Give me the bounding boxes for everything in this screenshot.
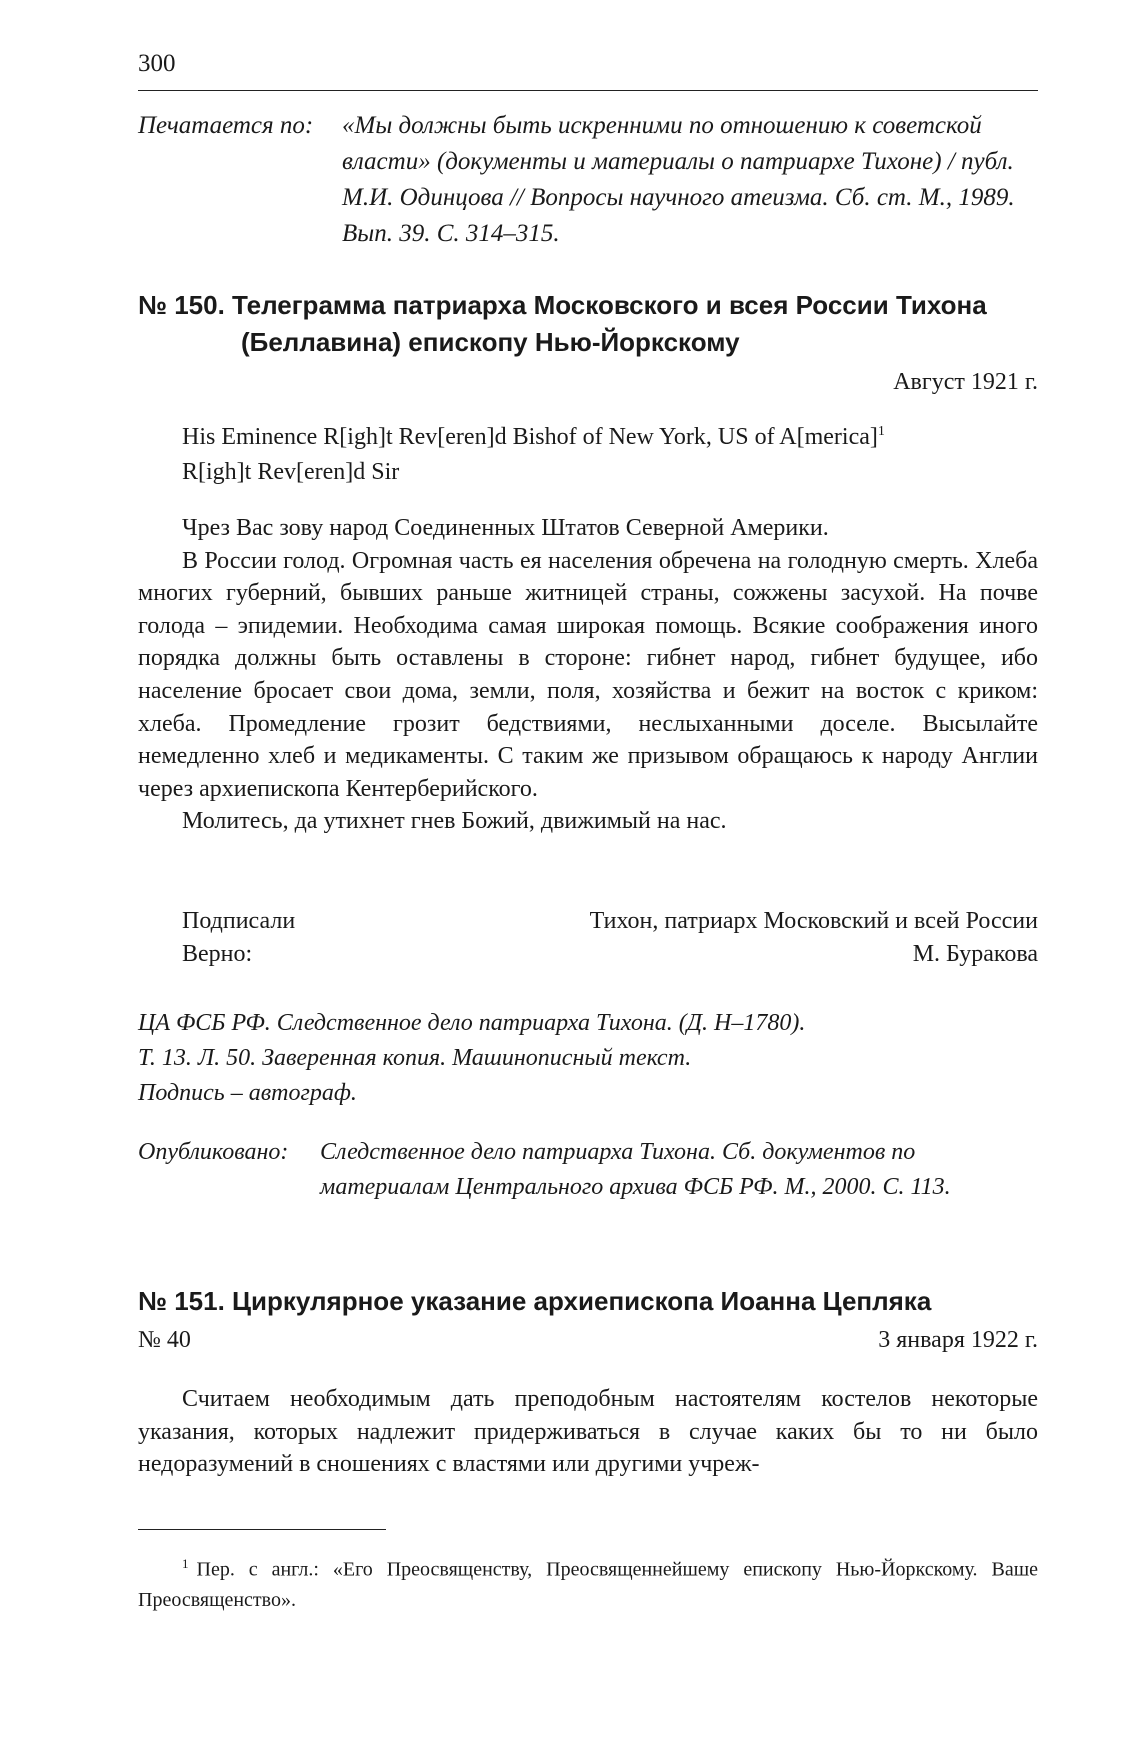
doc151-heading [138, 1283, 1038, 1320]
published-label: Опубликовано: [138, 1139, 289, 1165]
verified-label: Верно: [182, 941, 253, 967]
verified-value: М. Буракова [912, 941, 1038, 967]
doc150-body [138, 512, 1038, 838]
doc150-date: Август 1921 г. [893, 369, 1038, 395]
source-label: Печатается по: [138, 112, 314, 139]
doc150-title-line2: (Беллавина) епископу Нью-Йоркскому [241, 327, 740, 357]
doc151-ref-number: № 40 [138, 1327, 191, 1353]
doc150-number: № 150. [138, 290, 225, 320]
footnote-marker: 1 [182, 1556, 189, 1571]
doc150-address-line1: His Eminence R[igh]t Rev[eren]d Bishof of New York, US of A[merica] [182, 424, 878, 450]
published-note [138, 1135, 1038, 1205]
source-text: «Мы должны быть искренними по отношению к советской власти» (документы и материалы о патриархе Тихоне) / публ. М.И. Одинцова // Вопросы научного атеизма. Сб. ст. М., 1989. Вып. 39. С. 314–315. [342, 112, 1015, 247]
source-note [138, 108, 1038, 252]
archive-line: Т. 13. Л. 50. Заверенная копия. Машинописный текст. [138, 1045, 692, 1071]
footnote-text: Пер. с англ.: «Его Преосвященству, Преосвященнейшему епископу Нью-Йоркскому. Ваше Преосвященство». [138, 1558, 1038, 1611]
footnote-rule [138, 1529, 386, 1530]
archive-reference [138, 1006, 805, 1111]
doc151-body [138, 1383, 1038, 1481]
doc150-address [182, 414, 885, 490]
doc150-paragraph: Молитесь, да утихнет гнев Божий, движимый на нас. [182, 808, 727, 835]
doc150-title-line1: Телеграмма патриарха Московского и всея России Тихона [232, 290, 987, 320]
doc150-paragraph: В России голод. Огромная часть ея населения обречена на голодную смерть. Хлеба многих губерний, бывших раньше житницей страны, сожжены засухой. На почве голода – эпидемии. Необходима самая широкая помощь. Всякие соображения иного порядка должны быть оставлены в стороне: гибнет народ, гибнет будущее, ибо население бросает свои дома, земли, поля, хозяйства и бежит на восток с криком: хлеба. Промедление грозит бедствиями, неслыханными доселе. Высылайте немедленно хлеб и медикаменты. С таким же призывом обращаюсь к народу Англии через архиепископа Кентерберийского. [138, 547, 1038, 802]
doc150-address-line2: R[igh]t Rev[eren]d Sir [182, 459, 400, 485]
doc151-title: Циркулярное указание архиепископа Иоанна Цепляка [232, 1286, 932, 1316]
doc150-heading [138, 287, 1038, 361]
document-page [138, 0, 1038, 1757]
doc150-paragraph: Чрез Вас зову народ Соединенных Штатов Северной Америки. [182, 515, 829, 541]
footnote-reference[interactable]: 1 [877, 424, 885, 439]
header-rule [138, 90, 1038, 91]
archive-line: Подпись – автограф. [138, 1080, 357, 1106]
doc151-number: № 151. [138, 1286, 225, 1316]
page-number: 300 [138, 50, 176, 77]
published-text: Следственное дело патриарха Тихона. Сб. документов по материалам Центрального архива ФСБ РФ. М., 2000. С. 113. [320, 1139, 951, 1200]
signed-value: Тихон, патриарх Московский и всей России [589, 908, 1038, 934]
footnote [138, 1549, 1038, 1615]
doc151-date: 3 января 1922 г. [878, 1327, 1038, 1353]
doc151-paragraph: Считаем необходимым дать преподобным настоятелям костелов некоторые указания, которых надлежит придерживаться в случае каких бы то ни было недоразумений в сношениях с властями или другими учреж- [138, 1386, 1038, 1478]
archive-line: ЦА ФСБ РФ. Следственное дело патриарха Тихона. (Д. Н–1780). [138, 1010, 806, 1036]
signed-label: Подписали [182, 908, 296, 934]
